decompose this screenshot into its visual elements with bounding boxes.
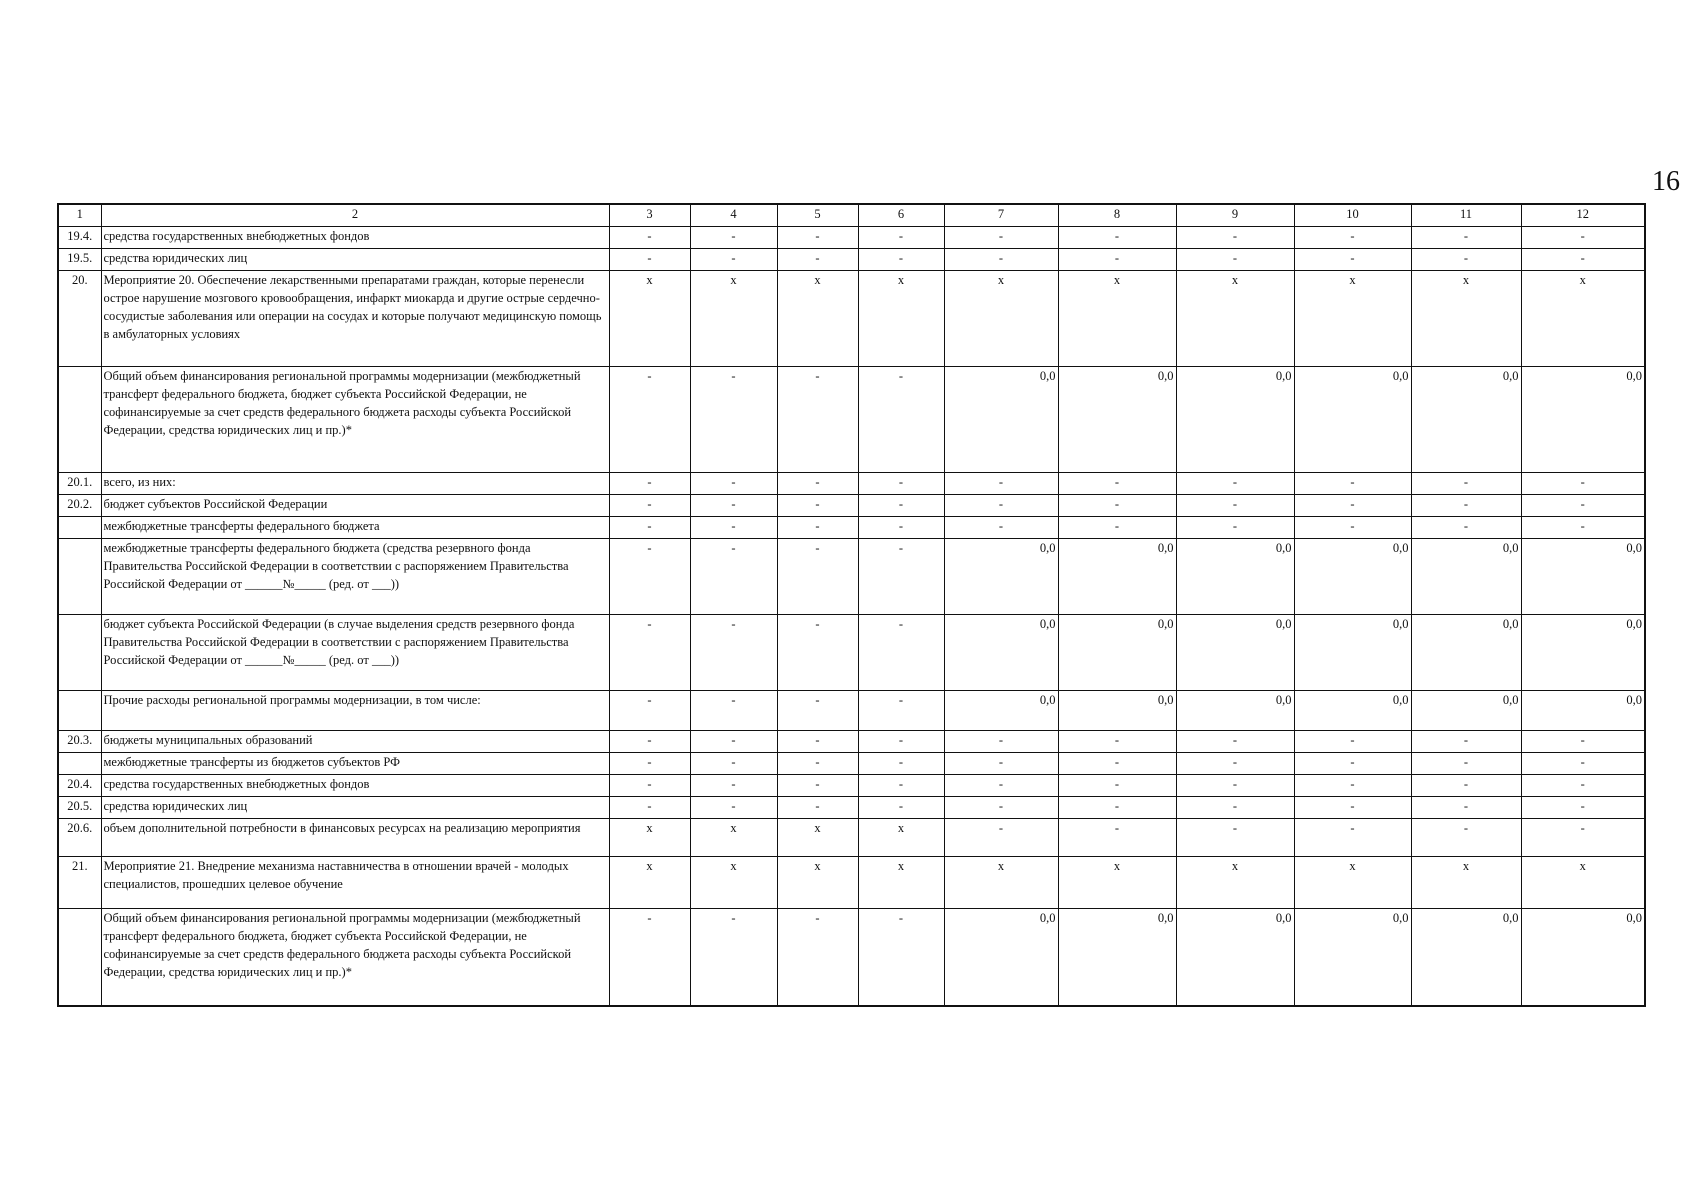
value-cell: - (1521, 796, 1645, 818)
row-number-cell: 20.2. (58, 494, 101, 516)
value-cell: 0,0 (944, 690, 1058, 730)
value-cell: 0,0 (944, 366, 1058, 472)
value-cell: 0,0 (1521, 614, 1645, 690)
header-cell: 3 (609, 204, 690, 226)
value-cell: - (1058, 494, 1176, 516)
value-cell: x (609, 818, 690, 856)
header-cell: 10 (1294, 204, 1411, 226)
value-cell: - (944, 752, 1058, 774)
row-description-cell: Мероприятие 20. Обеспечение лекарственными препаратами граждан, которые перенесли острое нарушение мозгового кровообращения, инфаркт миокарда и другие острые сердечно-сосудистые заболевания или операции на сосудах и которые получают медицинскую помощь в амбулаторных условиях (101, 270, 609, 366)
value-cell: - (609, 248, 690, 270)
value-cell: 0,0 (1521, 690, 1645, 730)
value-cell: - (1521, 494, 1645, 516)
value-cell: 0,0 (1411, 366, 1521, 472)
value-cell: - (777, 796, 858, 818)
value-cell: x (1176, 856, 1294, 908)
value-cell: - (1176, 818, 1294, 856)
header-cell: 7 (944, 204, 1058, 226)
value-cell: - (777, 614, 858, 690)
value-cell: 0,0 (1294, 366, 1411, 472)
row-description-cell: средства государственных внебюджетных фондов (101, 226, 609, 248)
table-row (58, 270, 1645, 366)
row-number-cell: 20. (58, 270, 101, 366)
row-number-cell: 19.4. (58, 226, 101, 248)
table-row (58, 226, 1645, 248)
table-row (58, 248, 1645, 270)
value-cell: 0,0 (1176, 366, 1294, 472)
value-cell: - (1411, 494, 1521, 516)
value-cell: 0,0 (1294, 538, 1411, 614)
table-row (58, 472, 1645, 494)
value-cell: - (944, 494, 1058, 516)
row-number-cell (58, 908, 101, 1006)
value-cell: - (1294, 472, 1411, 494)
header-cell: 11 (1411, 204, 1521, 226)
value-cell: - (609, 752, 690, 774)
value-cell: - (690, 494, 777, 516)
row-description-cell: бюджеты муниципальных образований (101, 730, 609, 752)
value-cell: - (690, 908, 777, 1006)
value-cell: - (690, 472, 777, 494)
value-cell: - (777, 226, 858, 248)
value-cell: - (777, 472, 858, 494)
value-cell: 0,0 (1294, 690, 1411, 730)
value-cell: 0,0 (1294, 614, 1411, 690)
value-cell: - (1521, 226, 1645, 248)
row-description-cell: Общий объем финансирования региональной программы модернизации (межбюджетный трансферт федерального бюджета, бюджет субъекта Российской Федерации, не софинансируемые за счет средств федерального бюджета расходы субъекта Российской Федерации, средства юридических лиц и пр.)* (101, 366, 609, 472)
value-cell: - (1294, 774, 1411, 796)
value-cell: - (1176, 472, 1294, 494)
row-description-cell: бюджет субъекта Российской Федерации (в случае выделения средств резервного фонда Правительства Российской Федерации в соответствии с распоряжением Правительства Российской Федерации от ______№_____ (ред. от ___)) (101, 614, 609, 690)
row-description-cell: всего, из них: (101, 472, 609, 494)
table-body (58, 204, 1645, 1006)
value-cell: - (1411, 796, 1521, 818)
value-cell: x (858, 856, 944, 908)
value-cell: x (858, 270, 944, 366)
value-cell: - (690, 614, 777, 690)
value-cell: - (1521, 516, 1645, 538)
value-cell: - (1294, 752, 1411, 774)
page-number: 16 (1652, 166, 1680, 197)
value-cell: x (1294, 856, 1411, 908)
value-cell: - (1176, 730, 1294, 752)
value-cell: 0,0 (944, 908, 1058, 1006)
value-cell: - (858, 908, 944, 1006)
value-cell: - (777, 366, 858, 472)
value-cell: - (944, 818, 1058, 856)
value-cell: 0,0 (1176, 908, 1294, 1006)
value-cell: - (1176, 248, 1294, 270)
value-cell: 0,0 (1176, 614, 1294, 690)
value-cell: - (1411, 248, 1521, 270)
value-cell: - (777, 730, 858, 752)
value-cell: - (690, 248, 777, 270)
header-cell: 4 (690, 204, 777, 226)
value-cell: - (1521, 774, 1645, 796)
header-cell: 8 (1058, 204, 1176, 226)
value-cell: - (858, 690, 944, 730)
value-cell: 0,0 (1411, 908, 1521, 1006)
value-cell: - (1058, 472, 1176, 494)
value-cell: - (1058, 752, 1176, 774)
value-cell: - (690, 796, 777, 818)
value-cell: - (609, 908, 690, 1006)
table-row (58, 730, 1645, 752)
row-number-cell (58, 538, 101, 614)
value-cell: - (1176, 796, 1294, 818)
value-cell: x (1294, 270, 1411, 366)
value-cell: - (858, 538, 944, 614)
row-description-cell: межбюджетные трансферты федерального бюджета (средства резервного фонда Правительства Российской Федерации в соответствии с распоряжением Правительства Российской Федерации от ______№_____ (ред. от ___)) (101, 538, 609, 614)
row-description-cell: средства государственных внебюджетных фондов (101, 774, 609, 796)
value-cell: - (858, 796, 944, 818)
value-cell: 0,0 (1411, 690, 1521, 730)
row-description-cell: Мероприятие 21. Внедрение механизма наставничества в отношении врачей - молодых специалистов, прошедших целевое обучение (101, 856, 609, 908)
value-cell: - (944, 796, 1058, 818)
value-cell: - (609, 516, 690, 538)
value-cell: 0,0 (1058, 366, 1176, 472)
value-cell: - (1058, 516, 1176, 538)
value-cell: - (944, 226, 1058, 248)
row-number-cell: 20.1. (58, 472, 101, 494)
value-cell: - (1176, 752, 1294, 774)
value-cell: 0,0 (1176, 538, 1294, 614)
value-cell: - (609, 226, 690, 248)
value-cell: 0,0 (1411, 538, 1521, 614)
value-cell: - (609, 690, 690, 730)
table-row (58, 796, 1645, 818)
row-description-cell: объем дополнительной потребности в финансовых ресурсах на реализацию мероприятия (101, 818, 609, 856)
value-cell: x (944, 270, 1058, 366)
value-cell: - (1294, 730, 1411, 752)
value-cell: - (1176, 774, 1294, 796)
value-cell: - (690, 730, 777, 752)
value-cell: - (690, 366, 777, 472)
row-number-cell (58, 366, 101, 472)
value-cell: 0,0 (1521, 908, 1645, 1006)
table-row (58, 908, 1645, 1006)
value-cell: 0,0 (1058, 614, 1176, 690)
value-cell: - (1521, 818, 1645, 856)
value-cell: - (1294, 248, 1411, 270)
value-cell: - (609, 538, 690, 614)
value-cell: - (777, 494, 858, 516)
value-cell: 0,0 (944, 614, 1058, 690)
table-row (58, 538, 1645, 614)
table-row (58, 494, 1645, 516)
row-description-cell: бюджет субъектов Российской Федерации (101, 494, 609, 516)
value-cell: - (944, 472, 1058, 494)
value-cell: - (777, 690, 858, 730)
header-cell: 2 (101, 204, 609, 226)
value-cell: - (858, 516, 944, 538)
row-number-cell: 20.4. (58, 774, 101, 796)
value-cell: - (777, 538, 858, 614)
value-cell: - (690, 516, 777, 538)
value-cell: 0,0 (1521, 538, 1645, 614)
table-row (58, 690, 1645, 730)
value-cell: - (858, 494, 944, 516)
value-cell: - (1521, 248, 1645, 270)
value-cell: - (944, 774, 1058, 796)
value-cell: - (858, 248, 944, 270)
value-cell: - (858, 366, 944, 472)
table-row (58, 774, 1645, 796)
value-cell: - (1058, 248, 1176, 270)
row-description-cell: Общий объем финансирования региональной программы модернизации (межбюджетный трансферт федерального бюджета, бюджет субъекта Российской Федерации, не софинансируемые за счет средств федерального бюджета расходы субъекта Российской Федерации, средства юридических лиц и пр.)* (101, 908, 609, 1006)
value-cell: - (609, 796, 690, 818)
value-cell: x (777, 270, 858, 366)
value-cell: - (609, 614, 690, 690)
value-cell: - (609, 494, 690, 516)
value-cell: x (1058, 270, 1176, 366)
row-description-cell: средства юридических лиц (101, 248, 609, 270)
row-description-cell: Прочие расходы региональной программы модернизации, в том числе: (101, 690, 609, 730)
row-number-cell (58, 690, 101, 730)
value-cell: - (1058, 796, 1176, 818)
row-number-cell: 20.3. (58, 730, 101, 752)
value-cell: - (777, 516, 858, 538)
value-cell: - (858, 472, 944, 494)
row-number-cell (58, 752, 101, 774)
value-cell: - (609, 774, 690, 796)
row-description-cell: межбюджетные трансферты из бюджетов субъектов РФ (101, 752, 609, 774)
row-description-cell: средства юридических лиц (101, 796, 609, 818)
value-cell: - (1411, 226, 1521, 248)
row-number-cell (58, 614, 101, 690)
table-row (58, 818, 1645, 856)
value-cell: x (690, 818, 777, 856)
value-cell: - (1521, 730, 1645, 752)
value-cell: - (690, 226, 777, 248)
header-cell: 6 (858, 204, 944, 226)
value-cell: x (1521, 856, 1645, 908)
value-cell: - (1294, 818, 1411, 856)
value-cell: - (858, 774, 944, 796)
row-number-cell: 20.5. (58, 796, 101, 818)
value-cell: x (944, 856, 1058, 908)
value-cell: - (690, 538, 777, 614)
value-cell: 0,0 (1058, 538, 1176, 614)
value-cell: - (944, 516, 1058, 538)
value-cell: - (777, 774, 858, 796)
row-number-cell: 19.5. (58, 248, 101, 270)
value-cell: - (609, 366, 690, 472)
value-cell: x (690, 856, 777, 908)
value-cell: - (690, 752, 777, 774)
value-cell: - (1294, 796, 1411, 818)
value-cell: x (1176, 270, 1294, 366)
table-header-row (58, 204, 1645, 226)
value-cell: - (777, 248, 858, 270)
value-cell: - (777, 908, 858, 1006)
value-cell: x (1058, 856, 1176, 908)
value-cell: - (1294, 516, 1411, 538)
value-cell: - (858, 614, 944, 690)
value-cell: x (1411, 856, 1521, 908)
table-row (58, 366, 1645, 472)
value-cell: - (1411, 516, 1521, 538)
row-number-cell: 21. (58, 856, 101, 908)
value-cell: - (609, 730, 690, 752)
header-cell: 1 (58, 204, 101, 226)
value-cell: - (1294, 226, 1411, 248)
value-cell: x (609, 270, 690, 366)
value-cell: - (944, 248, 1058, 270)
value-cell: - (1058, 818, 1176, 856)
value-cell: x (777, 818, 858, 856)
value-cell: - (1521, 472, 1645, 494)
value-cell: x (690, 270, 777, 366)
value-cell: x (777, 856, 858, 908)
value-cell: - (858, 226, 944, 248)
row-number-cell (58, 516, 101, 538)
value-cell: - (1411, 774, 1521, 796)
value-cell: - (1521, 752, 1645, 774)
header-cell: 9 (1176, 204, 1294, 226)
table-row (58, 856, 1645, 908)
value-cell: 0,0 (1294, 908, 1411, 1006)
value-cell: - (1411, 752, 1521, 774)
value-cell: - (1058, 226, 1176, 248)
value-cell: x (1521, 270, 1645, 366)
row-description-cell: межбюджетные трансферты федерального бюджета (101, 516, 609, 538)
value-cell: - (858, 752, 944, 774)
row-number-cell: 20.6. (58, 818, 101, 856)
value-cell: - (944, 730, 1058, 752)
value-cell: x (1411, 270, 1521, 366)
value-cell: - (1176, 226, 1294, 248)
value-cell: x (609, 856, 690, 908)
value-cell: - (1411, 818, 1521, 856)
table-row (58, 516, 1645, 538)
value-cell: - (1176, 494, 1294, 516)
value-cell: x (858, 818, 944, 856)
value-cell: - (1411, 472, 1521, 494)
table-row (58, 614, 1645, 690)
table-row (58, 752, 1645, 774)
header-cell: 12 (1521, 204, 1645, 226)
value-cell: - (1058, 730, 1176, 752)
value-cell: - (777, 752, 858, 774)
value-cell: - (1176, 516, 1294, 538)
value-cell: 0,0 (1176, 690, 1294, 730)
value-cell: 0,0 (944, 538, 1058, 614)
value-cell: - (1411, 730, 1521, 752)
value-cell: - (1058, 774, 1176, 796)
value-cell: - (1294, 494, 1411, 516)
value-cell: 0,0 (1058, 908, 1176, 1006)
value-cell: - (858, 730, 944, 752)
value-cell: 0,0 (1521, 366, 1645, 472)
value-cell: - (690, 774, 777, 796)
value-cell: 0,0 (1411, 614, 1521, 690)
value-cell: - (609, 472, 690, 494)
financing-table (57, 203, 1646, 1007)
value-cell: - (690, 690, 777, 730)
value-cell: 0,0 (1058, 690, 1176, 730)
header-cell: 5 (777, 204, 858, 226)
